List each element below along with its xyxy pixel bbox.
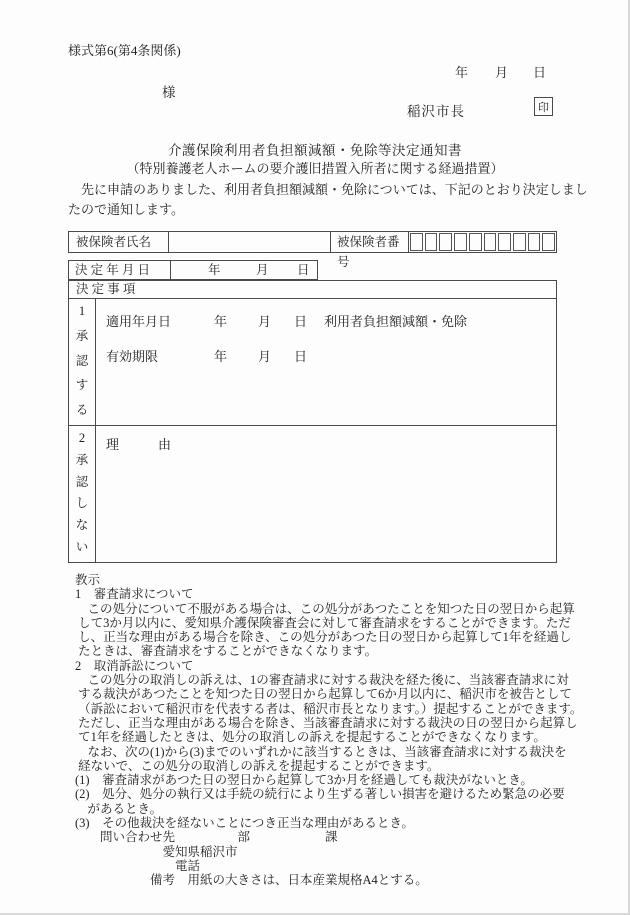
deny-side-char: 承 bbox=[75, 452, 89, 467]
note-line: し、正当な理由がある場合を除き、この処分があつた日の翌日から起算して1年を経過し bbox=[75, 630, 572, 645]
note-line: する裁決があつたことを知つた日の翌日から起算して6か月以内に、稲沢市を被告として bbox=[75, 687, 572, 702]
note-line: この処分の取消しの訴えは、1の審査請求に対する裁決を経た後に、当該審査請求に対 bbox=[75, 673, 569, 688]
approve-side-char: 1 bbox=[78, 304, 86, 318]
note-line: 1 審査請求について bbox=[75, 587, 194, 602]
insured-number-digit-cell bbox=[439, 233, 452, 251]
note-line: (3) その他裁決を経ないことにつき正当な理由があるとき。 bbox=[75, 816, 414, 831]
insured-number-digit-cell bbox=[528, 233, 541, 251]
decision-row-approve bbox=[69, 299, 556, 426]
decision-date-day-label: 日 bbox=[297, 263, 310, 277]
decision-date-row bbox=[68, 260, 318, 280]
valid-period-line bbox=[96, 346, 556, 362]
insured-number-digit-cell bbox=[513, 233, 526, 251]
approve-side-char: す bbox=[75, 378, 89, 393]
note-line: たときは、審査請求をすることができなくなります。 bbox=[75, 644, 378, 659]
deny-side-char: し bbox=[75, 496, 89, 511]
addressee-suffix: 様 bbox=[162, 85, 176, 100]
deny-side-label bbox=[69, 426, 96, 562]
apply-note: 利用者負担額減額・免除 bbox=[324, 314, 468, 329]
insured-number-label: 被保険者番号 bbox=[331, 232, 409, 252]
note-line: 教示 bbox=[75, 573, 101, 587]
insured-number-digit-cell bbox=[425, 233, 438, 251]
note-line: 電話 bbox=[75, 858, 201, 873]
note-line: 愛知県稲沢市 bbox=[75, 844, 238, 859]
insured-number-digit-cell bbox=[454, 233, 467, 251]
notes-section bbox=[75, 573, 615, 888]
note-line: 問い合わせ先 部 課 bbox=[75, 830, 338, 845]
insured-number-digit-cell bbox=[484, 233, 497, 251]
form-number: 様式第6(第4条関係) bbox=[68, 43, 181, 58]
insured-number-digit-cell bbox=[542, 233, 555, 251]
deny-content bbox=[96, 426, 556, 562]
note-line: して3か月以内に、愛知県介護保険審査会に対して審査請求をすることができます。ただ bbox=[75, 615, 571, 630]
note-line: て1年を経過したときは、処分の取消しの訴えを提起することができなくなります。 bbox=[75, 730, 546, 745]
decision-date-year-label: 年 bbox=[208, 263, 221, 277]
note-line: (2) 処分、処分の執行又は手続の続行により生ずる著しい損害を避けるため緊急の必要 bbox=[75, 787, 565, 802]
note-line: 2 取消訴訟について bbox=[75, 658, 194, 673]
note-line: 経ないで、この処分の取消しの訴えを提起することができます。 bbox=[75, 758, 440, 773]
approve-side-char: る bbox=[75, 403, 89, 417]
insured-name-field bbox=[169, 232, 331, 252]
insured-number-digit-cell bbox=[498, 233, 511, 251]
insured-table bbox=[68, 231, 557, 269]
insured-number-digit-cell bbox=[469, 233, 482, 251]
decision-date-label: 決 定 年 月 日 bbox=[69, 261, 171, 279]
insured-name-label: 被保険者氏名 bbox=[69, 232, 169, 252]
apply-month-label: 月 bbox=[258, 314, 272, 329]
valid-month-label: 月 bbox=[258, 349, 272, 364]
intro-line-1: 先に申請のありました、利用者負担額減額・免除については、下記のとおり決定しまし bbox=[68, 182, 588, 197]
issuer-name: 稲沢市長 bbox=[407, 104, 465, 119]
document-title: 介護保険利用者負担額減額・免除等決定通知書 bbox=[168, 143, 462, 158]
insured-number-digit-cell bbox=[410, 233, 423, 251]
deny-side-char: 2 bbox=[78, 431, 86, 445]
decision-row-deny bbox=[69, 426, 556, 562]
reason-label: 理 由 bbox=[106, 437, 172, 452]
seal-box: 印 bbox=[534, 97, 553, 116]
approve-side-char: 認 bbox=[75, 353, 89, 368]
approve-side-char: 承 bbox=[75, 328, 89, 343]
note-line: があるとき。 bbox=[75, 801, 163, 816]
apply-date-line bbox=[96, 311, 556, 327]
deny-side-char: い bbox=[75, 539, 89, 554]
decision-date-field bbox=[171, 261, 317, 279]
document-subtitle: （特別養護老人ホームの要介護旧措置入所者に関する経過措置） bbox=[126, 161, 504, 176]
note-line: ただし、正当な理由がある場合を除き、当該審査請求に対する裁決の日の翌日から起算し bbox=[75, 715, 578, 730]
apply-date-label: 適用年月日 bbox=[106, 314, 172, 329]
note-line: なお、次の(1)から(3)までのいずれかに該当するときは、当該審査請求に対する裁決を bbox=[75, 744, 567, 759]
note-line: （訴訟において稲沢市を代表する者は、稲沢市長となります。）提起することができます。 bbox=[75, 701, 583, 716]
issue-date-line bbox=[0, 62, 630, 78]
note-line: (1) 審査請求があつた日の翌日から起算して3か月を経過しても裁決がないとき。 bbox=[75, 773, 533, 788]
decision-date-month-label: 月 bbox=[256, 263, 269, 277]
apply-day-label: 日 bbox=[294, 314, 308, 329]
decision-items-header: 決 定 事 項 bbox=[69, 281, 556, 299]
note-line: 備考 用紙の大きさは、日本産業規格A4とする。 bbox=[75, 873, 428, 888]
note-line: この処分について不服がある場合は、この処分があつたことを知つた日の翌日から起算 bbox=[75, 601, 575, 616]
intro-line-2: たので通知します。 bbox=[68, 201, 184, 217]
issue-date-day-label: 日 bbox=[533, 65, 547, 80]
approve-content bbox=[96, 299, 556, 425]
valid-period-label: 有効期限 bbox=[106, 349, 159, 364]
issue-date-year-label: 年 bbox=[455, 65, 469, 80]
deny-side-char: 認 bbox=[75, 474, 89, 489]
valid-day-label: 日 bbox=[294, 349, 308, 364]
issue-date-month-label: 月 bbox=[495, 65, 509, 80]
valid-year-label: 年 bbox=[214, 349, 228, 364]
approve-side-label bbox=[69, 299, 96, 425]
intro-paragraph bbox=[68, 180, 588, 219]
decision-items-table bbox=[68, 280, 557, 563]
deny-side-char: な bbox=[75, 518, 89, 533]
apply-year-label: 年 bbox=[214, 314, 228, 329]
insured-number-cells bbox=[409, 232, 556, 252]
